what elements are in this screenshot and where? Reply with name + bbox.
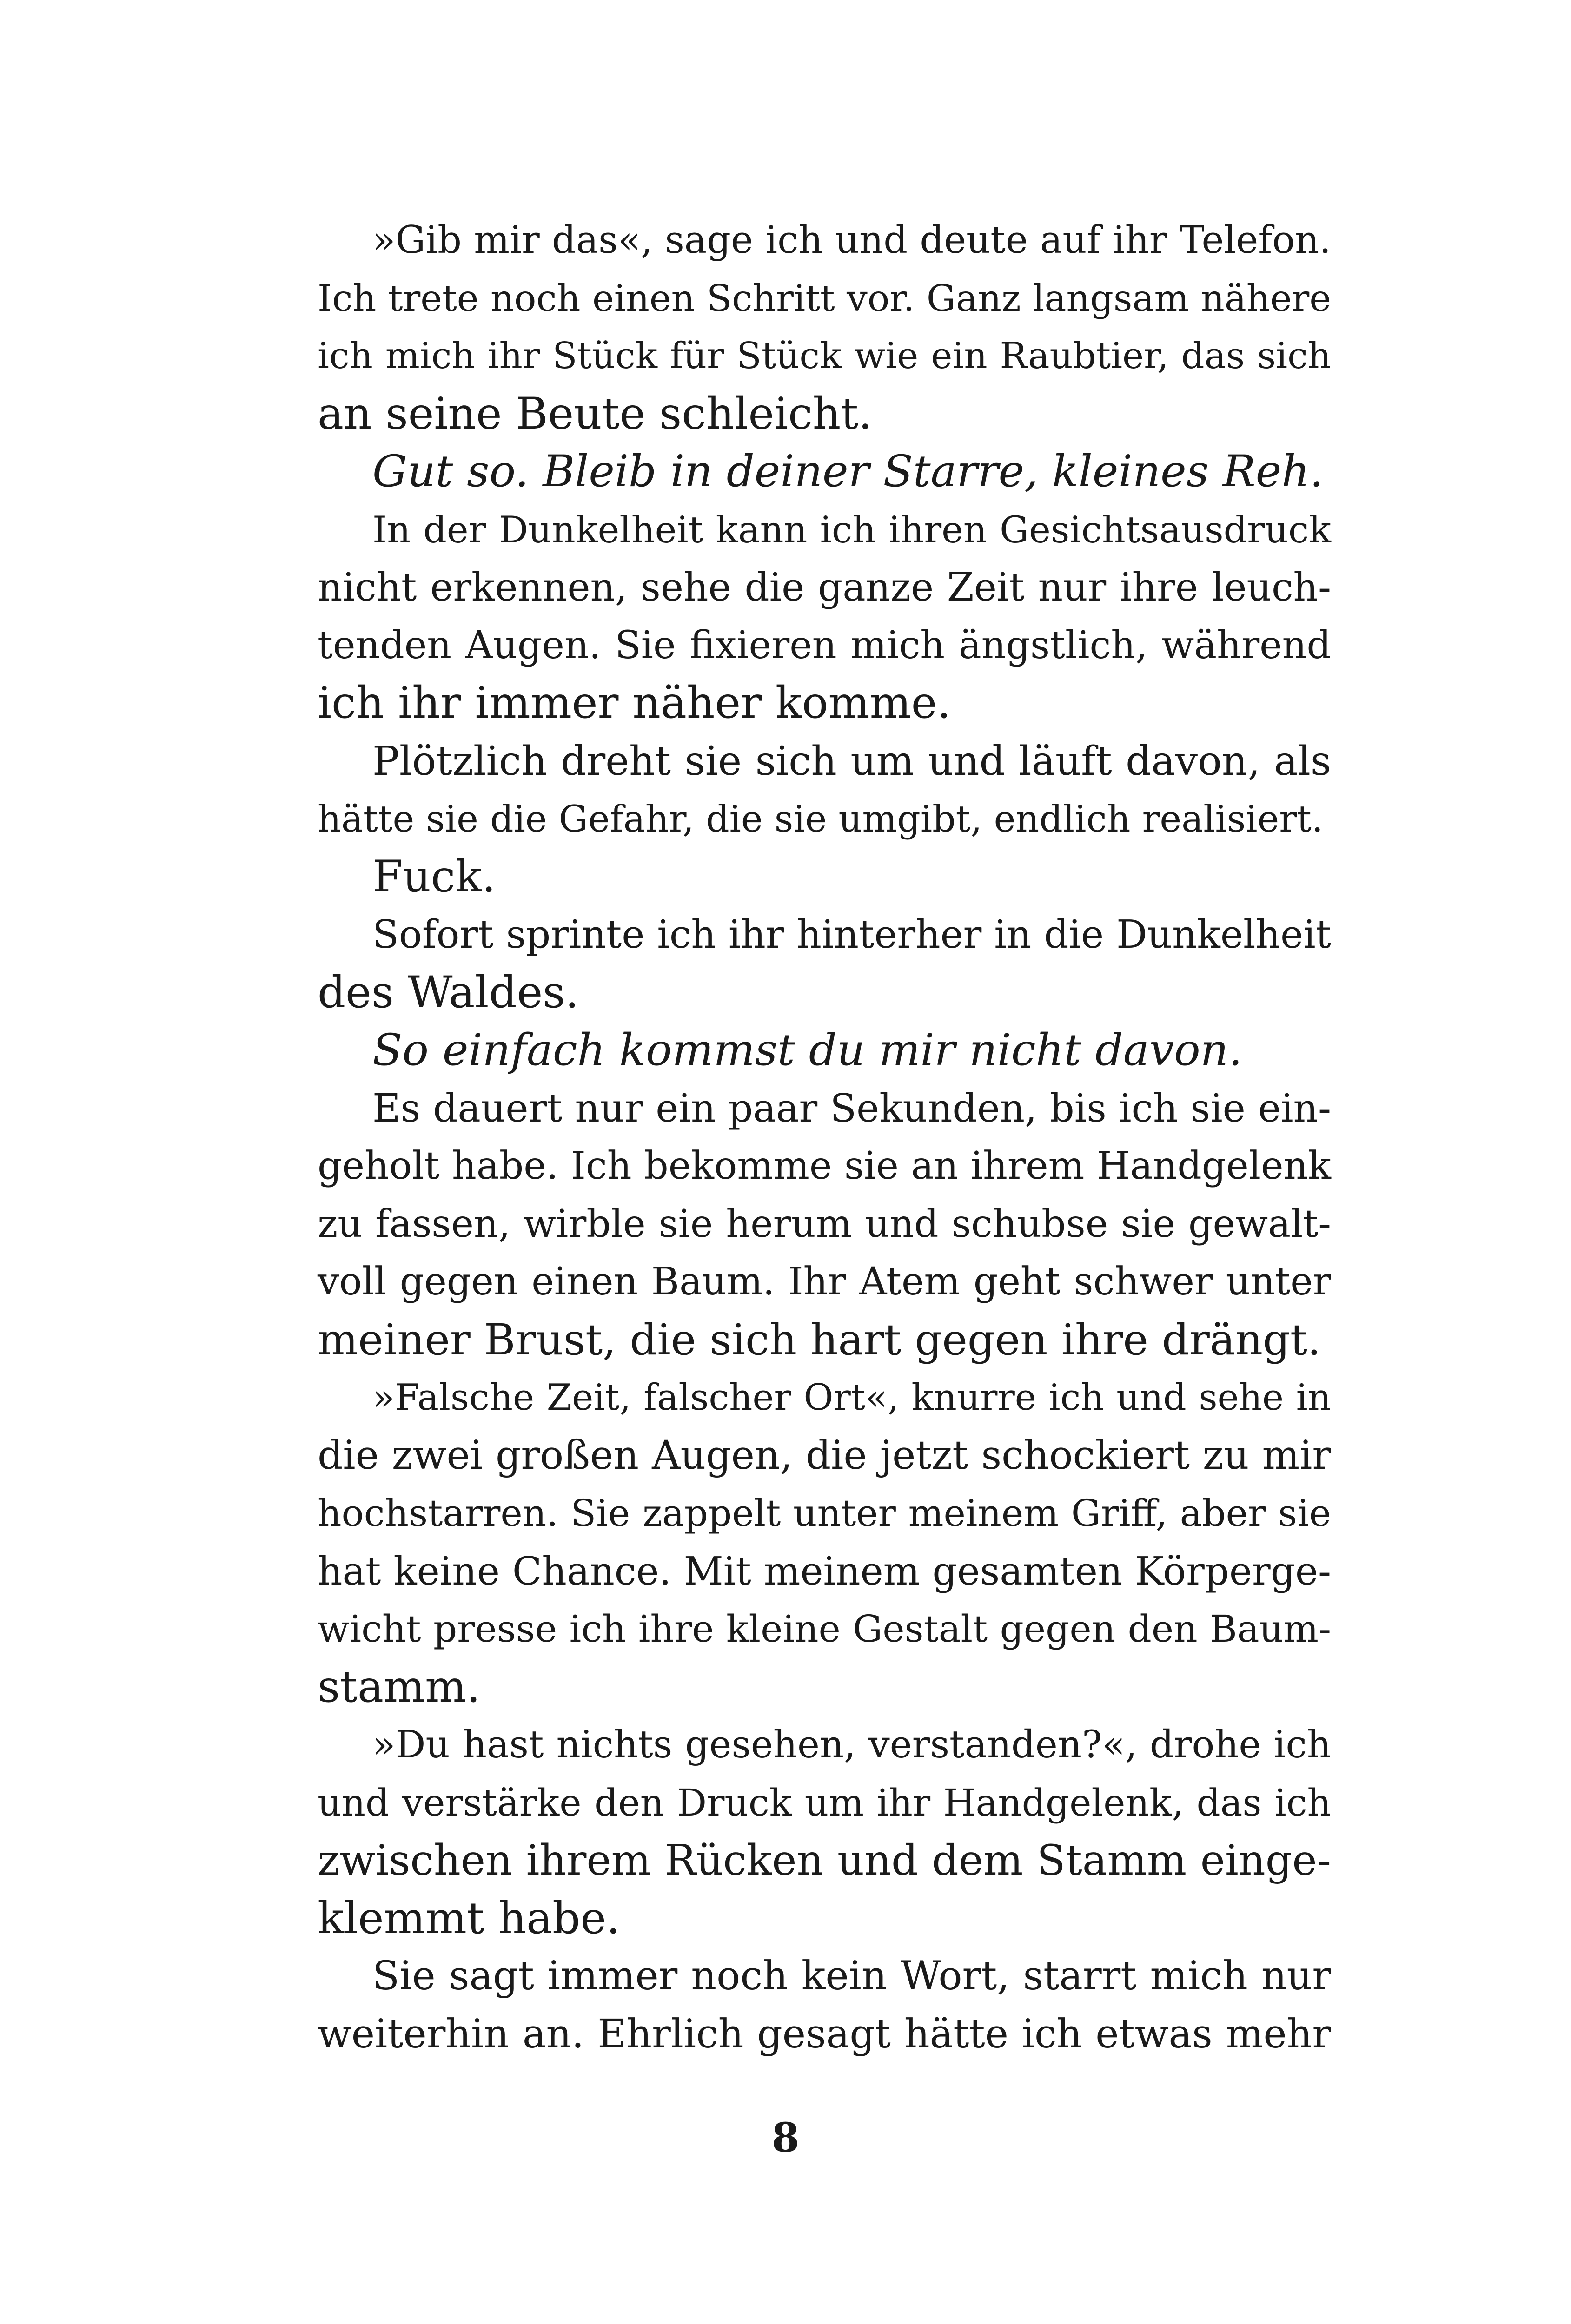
text-line: Plötzlich dreht sie sich um und läuft davon, als [372,738,1331,785]
text-line: Fuck. [372,851,496,902]
text-line: wicht presse ich ihre kleine Gestalt gegen den Baum- [318,1607,1331,1651]
text-line: »Falsche Zeit, falscher Ort«, knurre ich und sehe in [372,1377,1331,1419]
text-line: und verstärke den Druck um ihr Handgelenk, das ich [318,1781,1331,1824]
text-line: hätte sie die Gefahr, die sie umgibt, endlich realisiert. [318,798,1323,840]
text-line: hat keine Chance. Mit meinem gesamten Körperge- [318,1548,1331,1594]
page-number: 8 [771,2114,800,2161]
text-line: So einfach kommst du mir nicht davon. [372,1025,1243,1076]
text-line: nicht erkennen, sehe die ganze Zeit nur ihre leuch- [318,565,1331,610]
body-text [318,211,1331,2063]
text-line: geholt habe. Ich bekomme sie an ihrem Handgelenk [318,1144,1331,1188]
text-line: meiner Brust, die sich hart gegen ihre drängt. [318,1314,1321,1365]
text-line: In der Dunkelheit kann ich ihren Gesichtsausdruck [372,508,1331,551]
text-line: die zwei großen Augen, die jetzt schockiert zu mir [318,1432,1331,1479]
text-line: ich mich ihr Stück für Stück wie ein Raubtier, das sich [318,335,1331,377]
text-line: hochstarren. Sie zappelt unter meinem Griff, aber sie [318,1492,1331,1535]
text-line: Gut so. Bleib in deiner Starre, kleines Reh. [372,446,1324,497]
text-line: ich ihr immer näher komme. [318,678,951,728]
text-line: weiterhin an. Ehrlich gesagt hätte ich etwas mehr [318,2011,1331,2057]
text-line: zwischen ihrem Rücken und dem Stamm einge- [318,1836,1331,1885]
text-line: »Du hast nichts gesehen, verstanden?«, drohe ich [372,1723,1331,1767]
text-line: des Waldes. [318,967,579,1018]
text-line: zu fassen, wirble sie herum und schubse sie gewalt- [318,1202,1331,1246]
text-line: Ich trete noch einen Schritt vor. Ganz langsam nähere [318,277,1331,320]
text-line: tenden Augen. Sie fixieren mich ängstlich, während [318,623,1331,667]
text-line: Sofort sprinte ich ihr hinterher in die Dunkelheit [372,912,1331,957]
text-line: an seine Beute schleicht. [318,388,872,439]
text-line: voll gegen einen Baum. Ihr Atem geht schwer unter [318,1260,1331,1304]
text-line: stamm. [318,1661,481,1712]
text-line: »Gib mir das«, sage ich und deute auf ihr Telefon. [372,218,1331,262]
text-line: Sie sagt immer noch kein Wort, starrt mich nur [372,1953,1331,1999]
text-line: klemmt habe. [318,1893,620,1944]
text-line: Es dauert nur ein paar Sekunden, bis ich sie ein- [372,1085,1331,1131]
